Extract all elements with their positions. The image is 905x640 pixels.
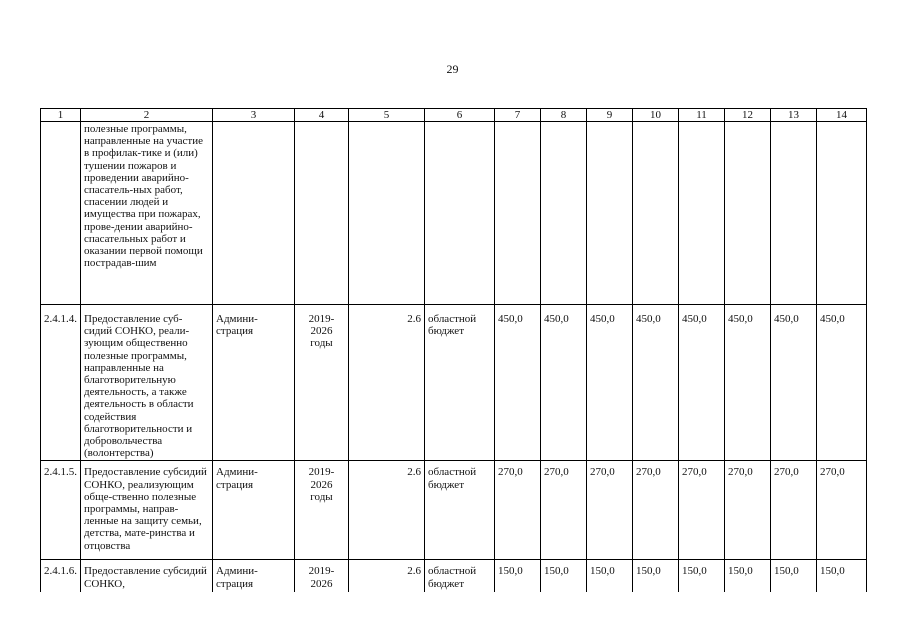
row-value: 270,0 xyxy=(817,461,867,560)
row-value: 450,0 xyxy=(541,305,587,461)
header-cell: 4 xyxy=(295,109,349,122)
row-code: 2.4.1.6. xyxy=(41,560,81,593)
row-value: 150,0 xyxy=(541,560,587,593)
row-term xyxy=(295,122,349,305)
row-value: 450,0 xyxy=(725,305,771,461)
row-value: 150,0 xyxy=(633,560,679,593)
table-row xyxy=(41,122,867,305)
header-cell: 5 xyxy=(349,109,425,122)
program-table xyxy=(40,108,867,592)
row-value: 270,0 xyxy=(633,461,679,560)
header-cell: 14 xyxy=(817,109,867,122)
row-source: областной бюджет xyxy=(425,461,495,560)
row-value: 270,0 xyxy=(495,461,541,560)
row-term: 2019-2026 годы xyxy=(295,305,349,461)
row-source xyxy=(425,122,495,305)
row-value: 450,0 xyxy=(587,305,633,461)
row-indicator xyxy=(349,122,425,305)
row-executor: Админи-страция xyxy=(213,560,295,593)
row-value: 270,0 xyxy=(771,461,817,560)
row-value: 150,0 xyxy=(587,560,633,593)
row-source: областной бюджет xyxy=(425,560,495,593)
header-row xyxy=(41,109,867,122)
row-source: областной бюджет xyxy=(425,305,495,461)
header-cell: 3 xyxy=(213,109,295,122)
table-row xyxy=(41,461,867,560)
row-value: 150,0 xyxy=(679,560,725,593)
row-value xyxy=(771,122,817,305)
header-cell: 13 xyxy=(771,109,817,122)
row-value: 450,0 xyxy=(679,305,725,461)
row-value xyxy=(495,122,541,305)
header-cell: 7 xyxy=(495,109,541,122)
row-value xyxy=(679,122,725,305)
table-row xyxy=(41,560,867,593)
row-executor xyxy=(213,122,295,305)
table-row xyxy=(41,305,867,461)
page-number: 29 xyxy=(446,62,459,76)
row-value xyxy=(817,122,867,305)
row-name: полезные программы, направленные на участие в профилак-тике и (или) тушении пожаров и проведении аварийно-спасатель-ных работ, спасении людей и имущества при пожарах, прове-дении аварийно-спасательных работ и оказании первой помощи пострадав-шим xyxy=(81,122,213,305)
row-indicator: 2.6 xyxy=(349,560,425,593)
row-value xyxy=(633,122,679,305)
row-code: 2.4.1.5. xyxy=(41,461,81,560)
header-cell: 8 xyxy=(541,109,587,122)
row-value: 270,0 xyxy=(679,461,725,560)
row-value: 450,0 xyxy=(771,305,817,461)
header-cell: 11 xyxy=(679,109,725,122)
row-value: 450,0 xyxy=(633,305,679,461)
row-name: Предоставление суб-сидий СОНКО, реали-зующим общественно полезные программы, направленные на благотворительную деятельность, а также деятельность в области содействия благотворительности и добровольчества (волонтерства) xyxy=(81,305,213,461)
row-value: 150,0 xyxy=(771,560,817,593)
row-indicator: 2.6 xyxy=(349,461,425,560)
row-value: 150,0 xyxy=(725,560,771,593)
row-value: 450,0 xyxy=(495,305,541,461)
row-value: 150,0 xyxy=(817,560,867,593)
header-cell: 9 xyxy=(587,109,633,122)
row-code: 2.4.1.4. xyxy=(41,305,81,461)
row-value: 270,0 xyxy=(541,461,587,560)
header-cell: 12 xyxy=(725,109,771,122)
row-value xyxy=(541,122,587,305)
row-indicator: 2.6 xyxy=(349,305,425,461)
row-term: 2019-2026 годы xyxy=(295,461,349,560)
row-executor: Админи-страция xyxy=(213,461,295,560)
row-value xyxy=(587,122,633,305)
header-cell: 1 xyxy=(41,109,81,122)
header-cell: 10 xyxy=(633,109,679,122)
row-code xyxy=(41,122,81,305)
header-cell: 2 xyxy=(81,109,213,122)
row-value: 150,0 xyxy=(495,560,541,593)
row-value xyxy=(725,122,771,305)
row-value: 450,0 xyxy=(817,305,867,461)
row-executor: Админи-страция xyxy=(213,305,295,461)
row-name: Предоставление субсидий СОНКО, реализующим обще-ственно полезные программы, направ-ленные на защиту семьи, детства, мате-ринства и отцовства xyxy=(81,461,213,560)
row-value: 270,0 xyxy=(587,461,633,560)
row-term: 2019-2026 xyxy=(295,560,349,593)
row-value: 270,0 xyxy=(725,461,771,560)
header-cell: 6 xyxy=(425,109,495,122)
row-name: Предоставление субсидий СОНКО, xyxy=(81,560,213,593)
